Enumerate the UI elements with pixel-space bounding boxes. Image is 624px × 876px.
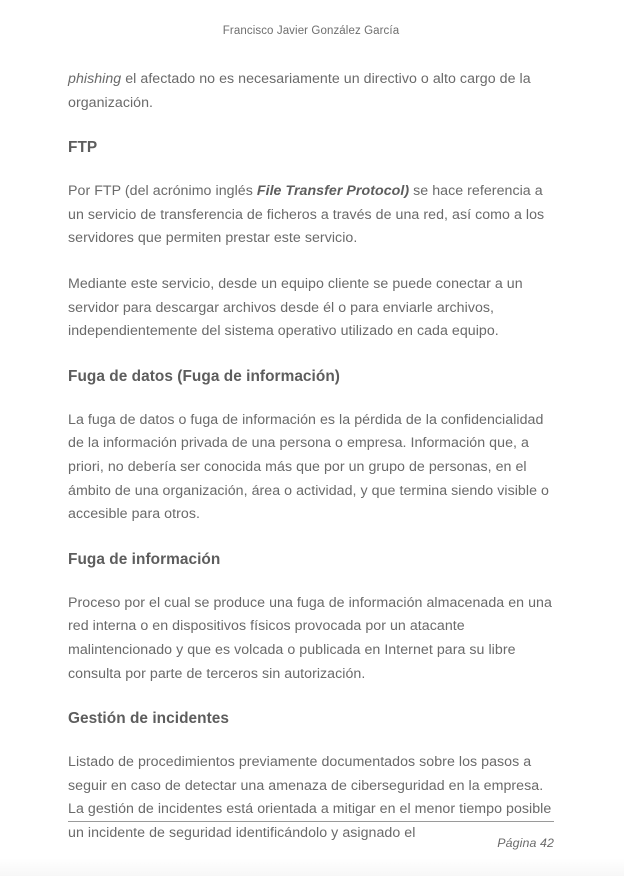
- section-heading-fuga-de-datos: Fuga de datos (Fuga de información): [68, 367, 340, 385]
- continued-paragraph-rest: el afectado no es necesariamente un directivo o alto cargo de la organización.: [68, 71, 531, 111]
- section-heading-fuga-de-informacion: Fuga de información: [68, 550, 221, 568]
- italic-term: phishing: [68, 71, 122, 87]
- continued-paragraph-block: [68, 68, 554, 115]
- section-heading-gestion-de-incidentes: Gestión de incidentes: [68, 710, 229, 728]
- section-fuga-de-informacion: [68, 549, 554, 686]
- paragraph-ftp-2: Mediante este servicio, desde un equipo cliente se puede conectar a un servidor para descargar archivos desde él o para enviarle archivos, independientemente del sistema operativo utilizado en cada equipo.: [68, 275, 523, 340]
- paragraph-gestion-de-incidentes: Listado de procedimientos previamente documentados sobre los pasos a seguir en caso de detectar una amenaza de ciberseguridad en la empresa. La gestión de incidentes está orientada a mitigar en el menor tiempo posible un incidente de seguridad identificándolo y asignado el: [68, 754, 552, 841]
- section-heading-ftp: FTP: [68, 139, 98, 157]
- paragraph-ftp-1-before: Por FTP (del acrónimo inglés: [68, 183, 257, 200]
- paragraph-fuga-de-datos: La fuga de datos o fuga de información es la pérdida de la confidencialidad de la información privada de una persona o empresa. Información que, a priori, no debería ser conocida más que por un grupo de personas, en el ámbito de una organización, área o actividad, y que termina siendo visible o accesible para otros.: [68, 411, 549, 523]
- page-content: [68, 68, 554, 845]
- continued-paragraph: [68, 68, 554, 115]
- paragraph-fuga-de-informacion: Proceso por el cual se produce una fuga de información almacenada en una red interna o en dispositivos físicos provocada por un atacante malintencionado y que es volcada o publicada en Internet para su libre consulta por parte de terceros sin autorización.: [68, 594, 552, 682]
- footer-divider: [68, 821, 554, 822]
- section-ftp: [68, 137, 554, 344]
- running-head: Francisco Javier González García: [222, 25, 400, 37]
- paragraph-ftp-1: [68, 180, 554, 251]
- page-footer: [68, 821, 554, 850]
- page-number: Página 42: [497, 836, 554, 850]
- section-fuga-de-datos: [68, 366, 554, 527]
- emphasis-file-transfer-protocol: File Transfer Protocol): [256, 183, 410, 200]
- paragraph-ftp-1-after: se hace referencia a un servicio de transferencia de ficheros a través de una red, así como a los servidores que permiten prestar este servicio.: [68, 183, 545, 247]
- page-edge-shadow: [0, 858, 624, 876]
